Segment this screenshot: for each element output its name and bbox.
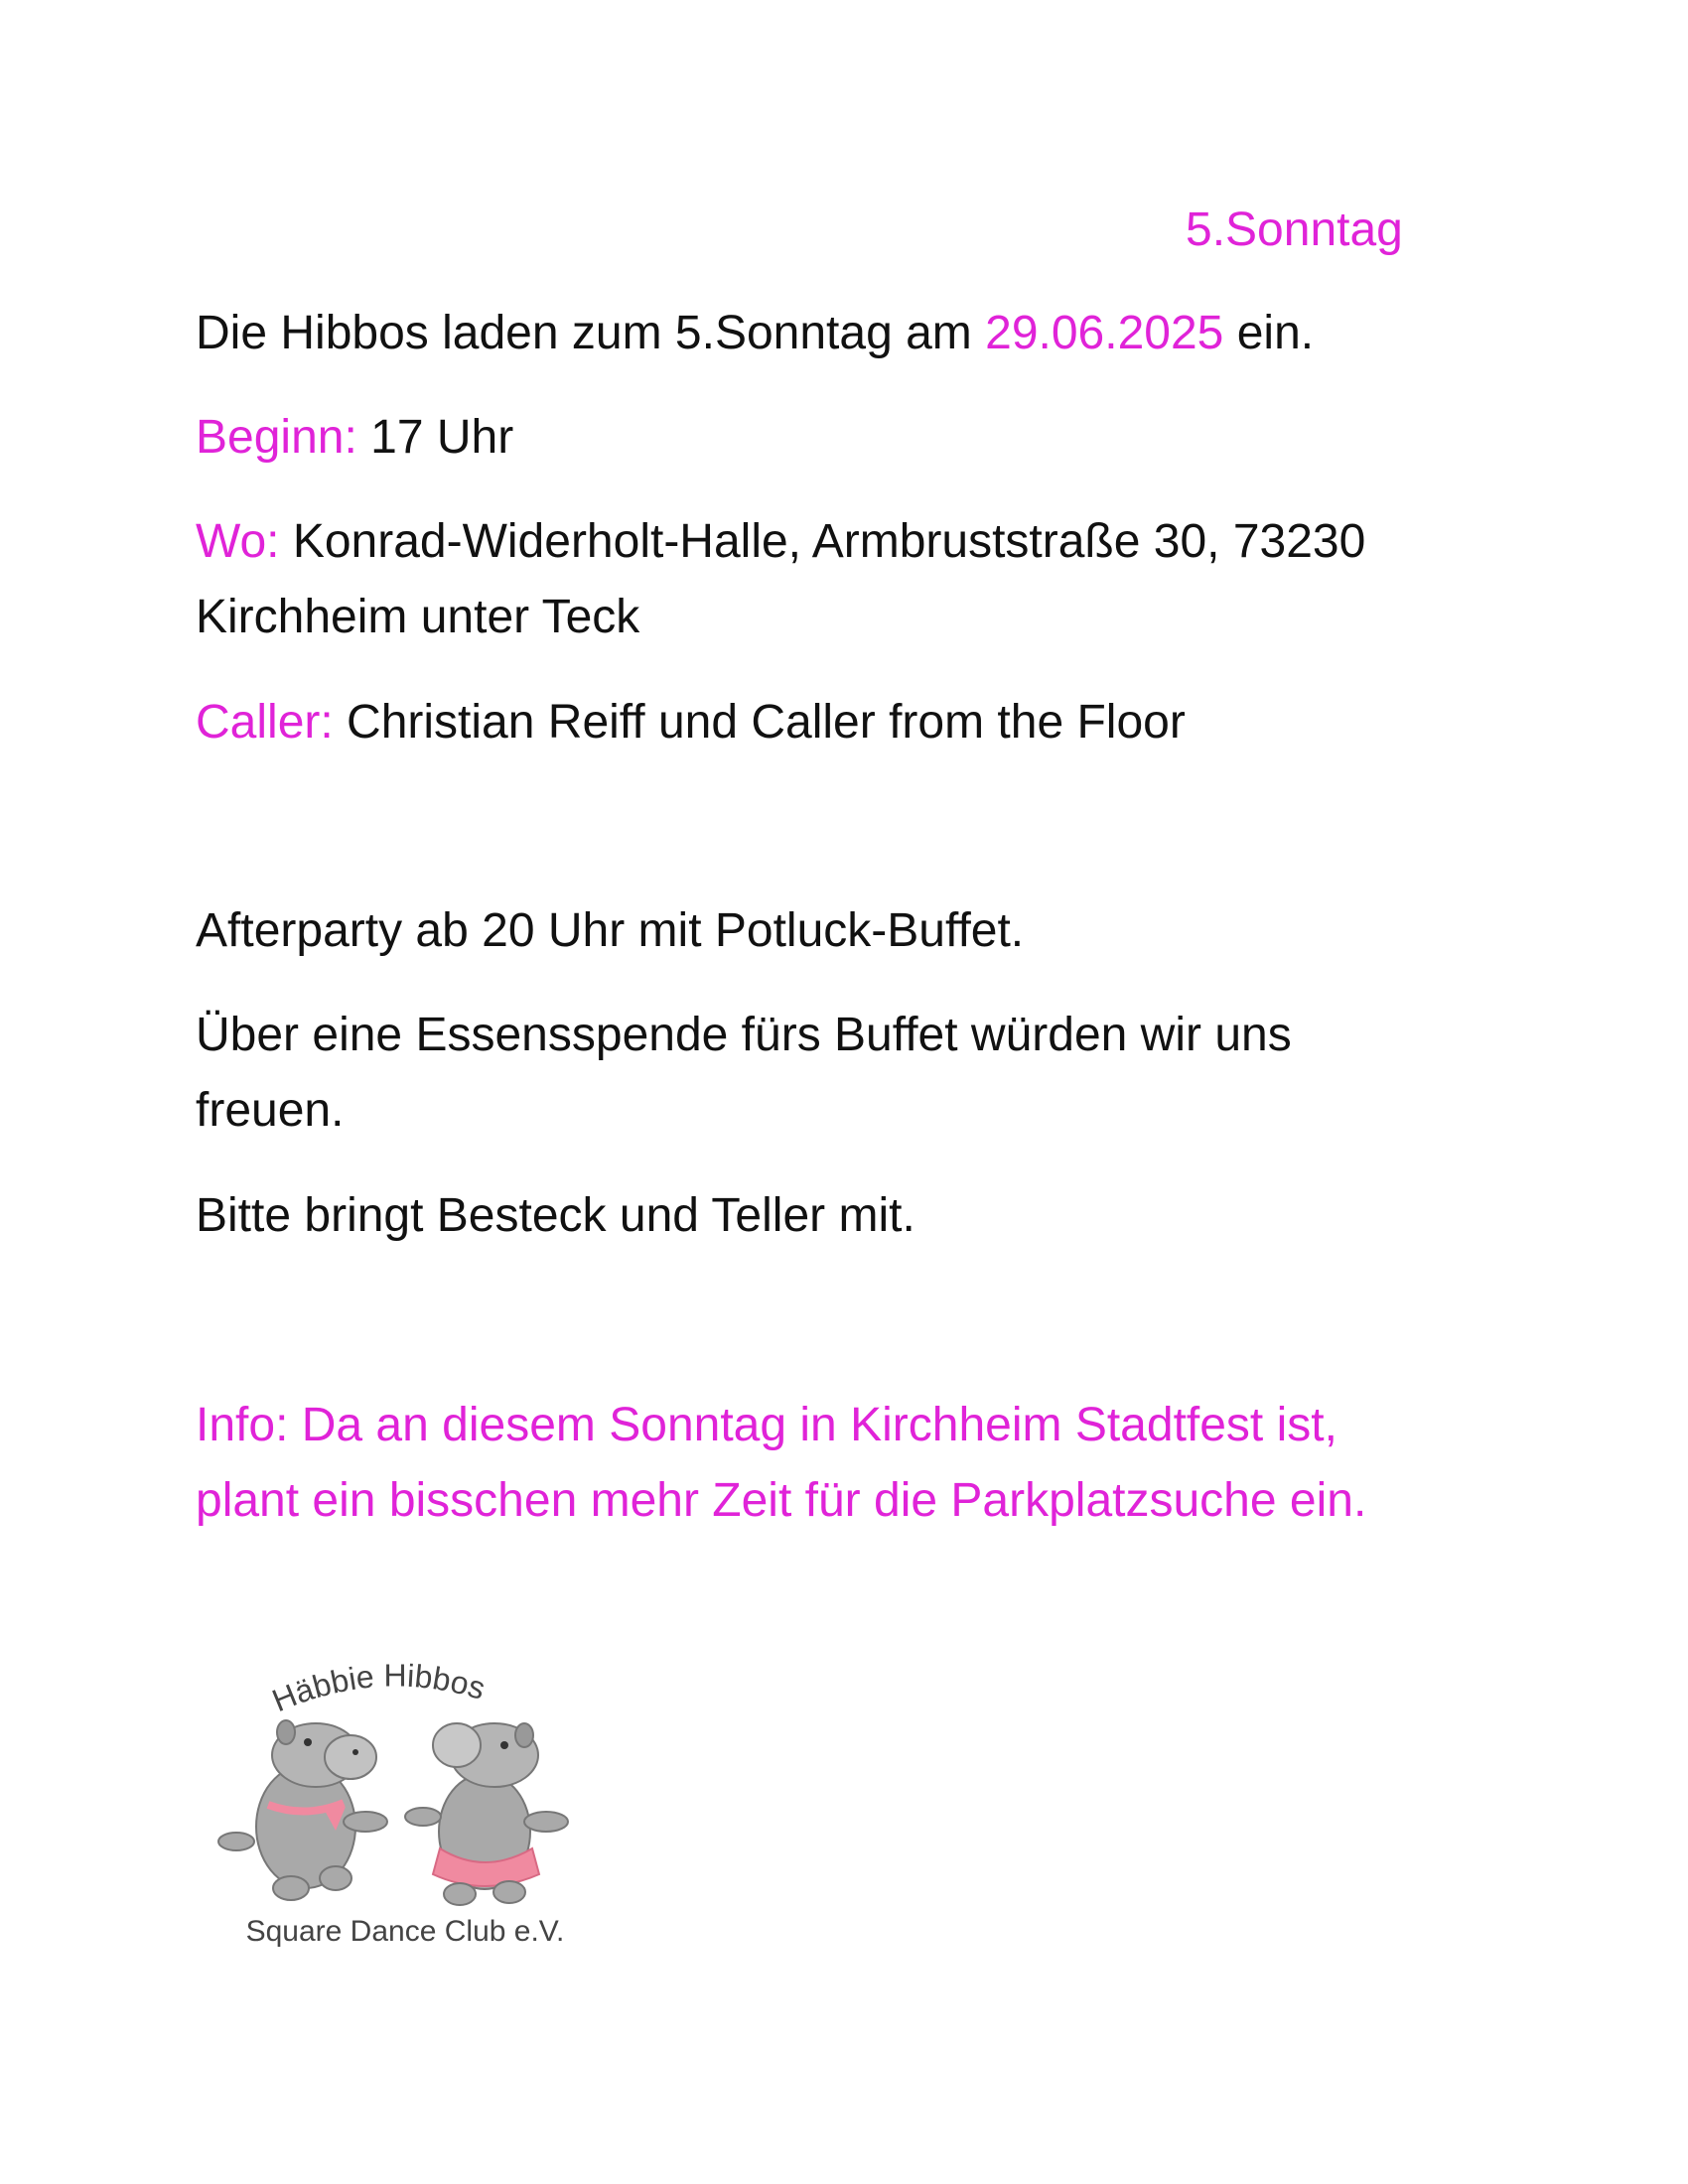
location-address: Konrad-Widerholt-Halle, Armbruststraße 30, 73230 xyxy=(292,515,1366,568)
right-hippo-icon xyxy=(405,1723,568,1905)
caller-line xyxy=(196,685,1186,760)
donation-line-2: freuen. xyxy=(196,1084,345,1137)
invitation-prefix: Die Hibbos laden zum 5.Sonntag am xyxy=(196,307,972,359)
info-line-2: plant ein bisschen mehr Zeit für die Parkplatzsuche ein. xyxy=(196,1474,1367,1527)
location-label: Wo: xyxy=(196,515,280,568)
hippo-dancers-logo-icon xyxy=(197,1628,614,1966)
bring-cutlery-line: Bitte bringt Besteck und Teller mit. xyxy=(196,1189,915,1242)
start-time-label: Beginn: xyxy=(196,411,357,464)
info-line-1: Info: Da an diesem Sonntag in Kirchheim Stadtfest ist, xyxy=(196,1399,1337,1451)
start-time-value: 17 Uhr xyxy=(370,411,514,464)
page-title: 5.Sonntag xyxy=(1186,204,1403,256)
location-city: Kirchheim unter Teck xyxy=(196,591,640,643)
caller-label: Caller: xyxy=(196,696,334,749)
logo-top-text: Häbbie Hibbos xyxy=(267,1657,490,1719)
donation-line-1: Über eine Essensspende fürs Buffet würden wir uns xyxy=(196,1009,1292,1061)
location-line xyxy=(196,504,1365,580)
event-date: 29.06.2025 xyxy=(985,307,1224,359)
logo-bottom-text: Square Dance Club e.V. xyxy=(245,1915,565,1948)
left-hippo-icon xyxy=(218,1720,387,1900)
start-time-line xyxy=(196,400,513,476)
invitation-suffix: ein. xyxy=(1236,307,1315,359)
caller-value: Christian Reiff und Caller from the Floor xyxy=(347,696,1186,749)
afterparty-line: Afterparty ab 20 Uhr mit Potluck-Buffet. xyxy=(196,904,1025,957)
invitation-line xyxy=(196,296,1314,371)
